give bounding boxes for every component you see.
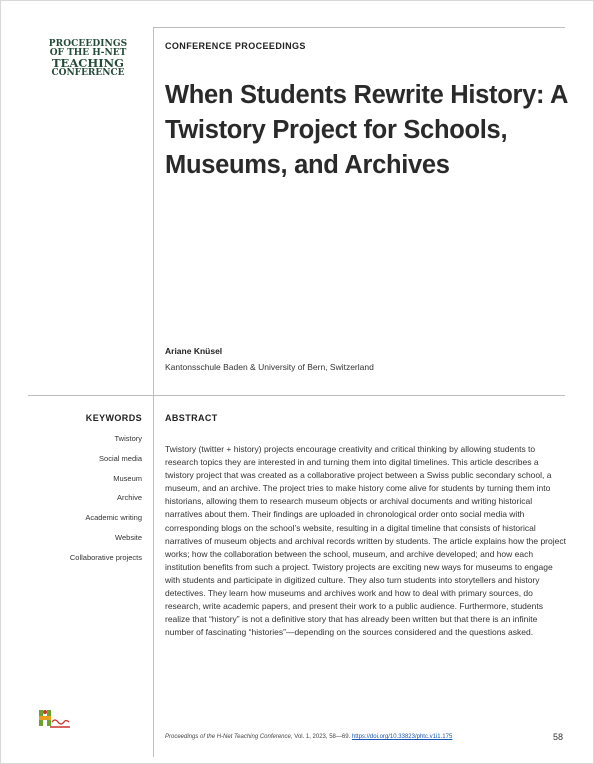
abstract-heading: ABSTRACT (165, 413, 218, 423)
keyword-item: Archive (116, 493, 142, 503)
middle-divider (28, 395, 565, 396)
doi-link[interactable]: https://doi.org/10.33823/phtc.v1i1.175 (351, 734, 453, 740)
keyword-item: Website (115, 532, 142, 542)
keywords-list (28, 434, 142, 573)
keyword-item: Social media (99, 453, 142, 463)
top-divider (153, 27, 565, 28)
keyword-item: Collaborative projects (69, 552, 142, 562)
logo-line: OF THE H-NET (49, 48, 127, 58)
keyword-item: Academic writing (85, 513, 142, 523)
section-label: CONFERENCE PROCEEDINGS (165, 41, 306, 51)
author-name: Ariane Knüsel (165, 346, 223, 356)
article-title: When Students Rewrite History: A Twistory Project for Schools, Museums, and Archives (165, 81, 568, 179)
author-affiliation: Kantonsschule Baden & University of Bern, Switzerland (165, 362, 374, 372)
logo-line: TEACHING (52, 56, 124, 70)
journal-name: Proceedings of the H-Net Teaching Conference (165, 734, 291, 740)
hitech-logo-icon (36, 708, 72, 732)
vertical-divider (153, 27, 154, 757)
abstract-text: Twistory (twitter + history) projects encourage creativity and critical thinking by allowing students to research topics they are interested in and turning them into digital timelines. This article describes a twistory project that was created as a collaborative project between a Swiss public secondary school, a museum, and an archive. The project tries to make history come alive for students by turning them into historians, allowing them to research museum objects or archival documents and writing historical narratives about them. Their findings are uploaded in chronological order onto social media with corresponding blogs on the school’s website, resulting in a digital timeline that consists of historical narratives of museum objects and archival records written by students. The article explains how the project works; how the collaboration between the school, museum, and archive developed; and how each institution benefits from such a project. Twistory projects are exciting new ways for museums to engage with students and participate in digitized culture. They also turn students into storytellers and history detectives. They learn how museums and archives work and how to deal with primary sources, do research, write academic papers, and present their work to a public audience. Furthermore, students realize that “history” is not a definitive story that has already been written but that there is an infinite number of fascinating “histories”—depending on the sources considered and the questions asked. (165, 444, 566, 638)
keyword-item: Twistory (114, 434, 142, 443)
logo-line: CONFERENCE (51, 68, 125, 78)
logo-line: PROCEEDINGS (48, 39, 128, 49)
citation-footer (165, 734, 452, 740)
proceedings-logo (46, 40, 130, 78)
keywords-heading: KEYWORDS (85, 413, 142, 423)
page-number: 58 (553, 732, 564, 742)
keyword-item: Museum (113, 473, 142, 483)
citation-details: , Vol. 1, 2023, 58—69. (290, 734, 352, 740)
